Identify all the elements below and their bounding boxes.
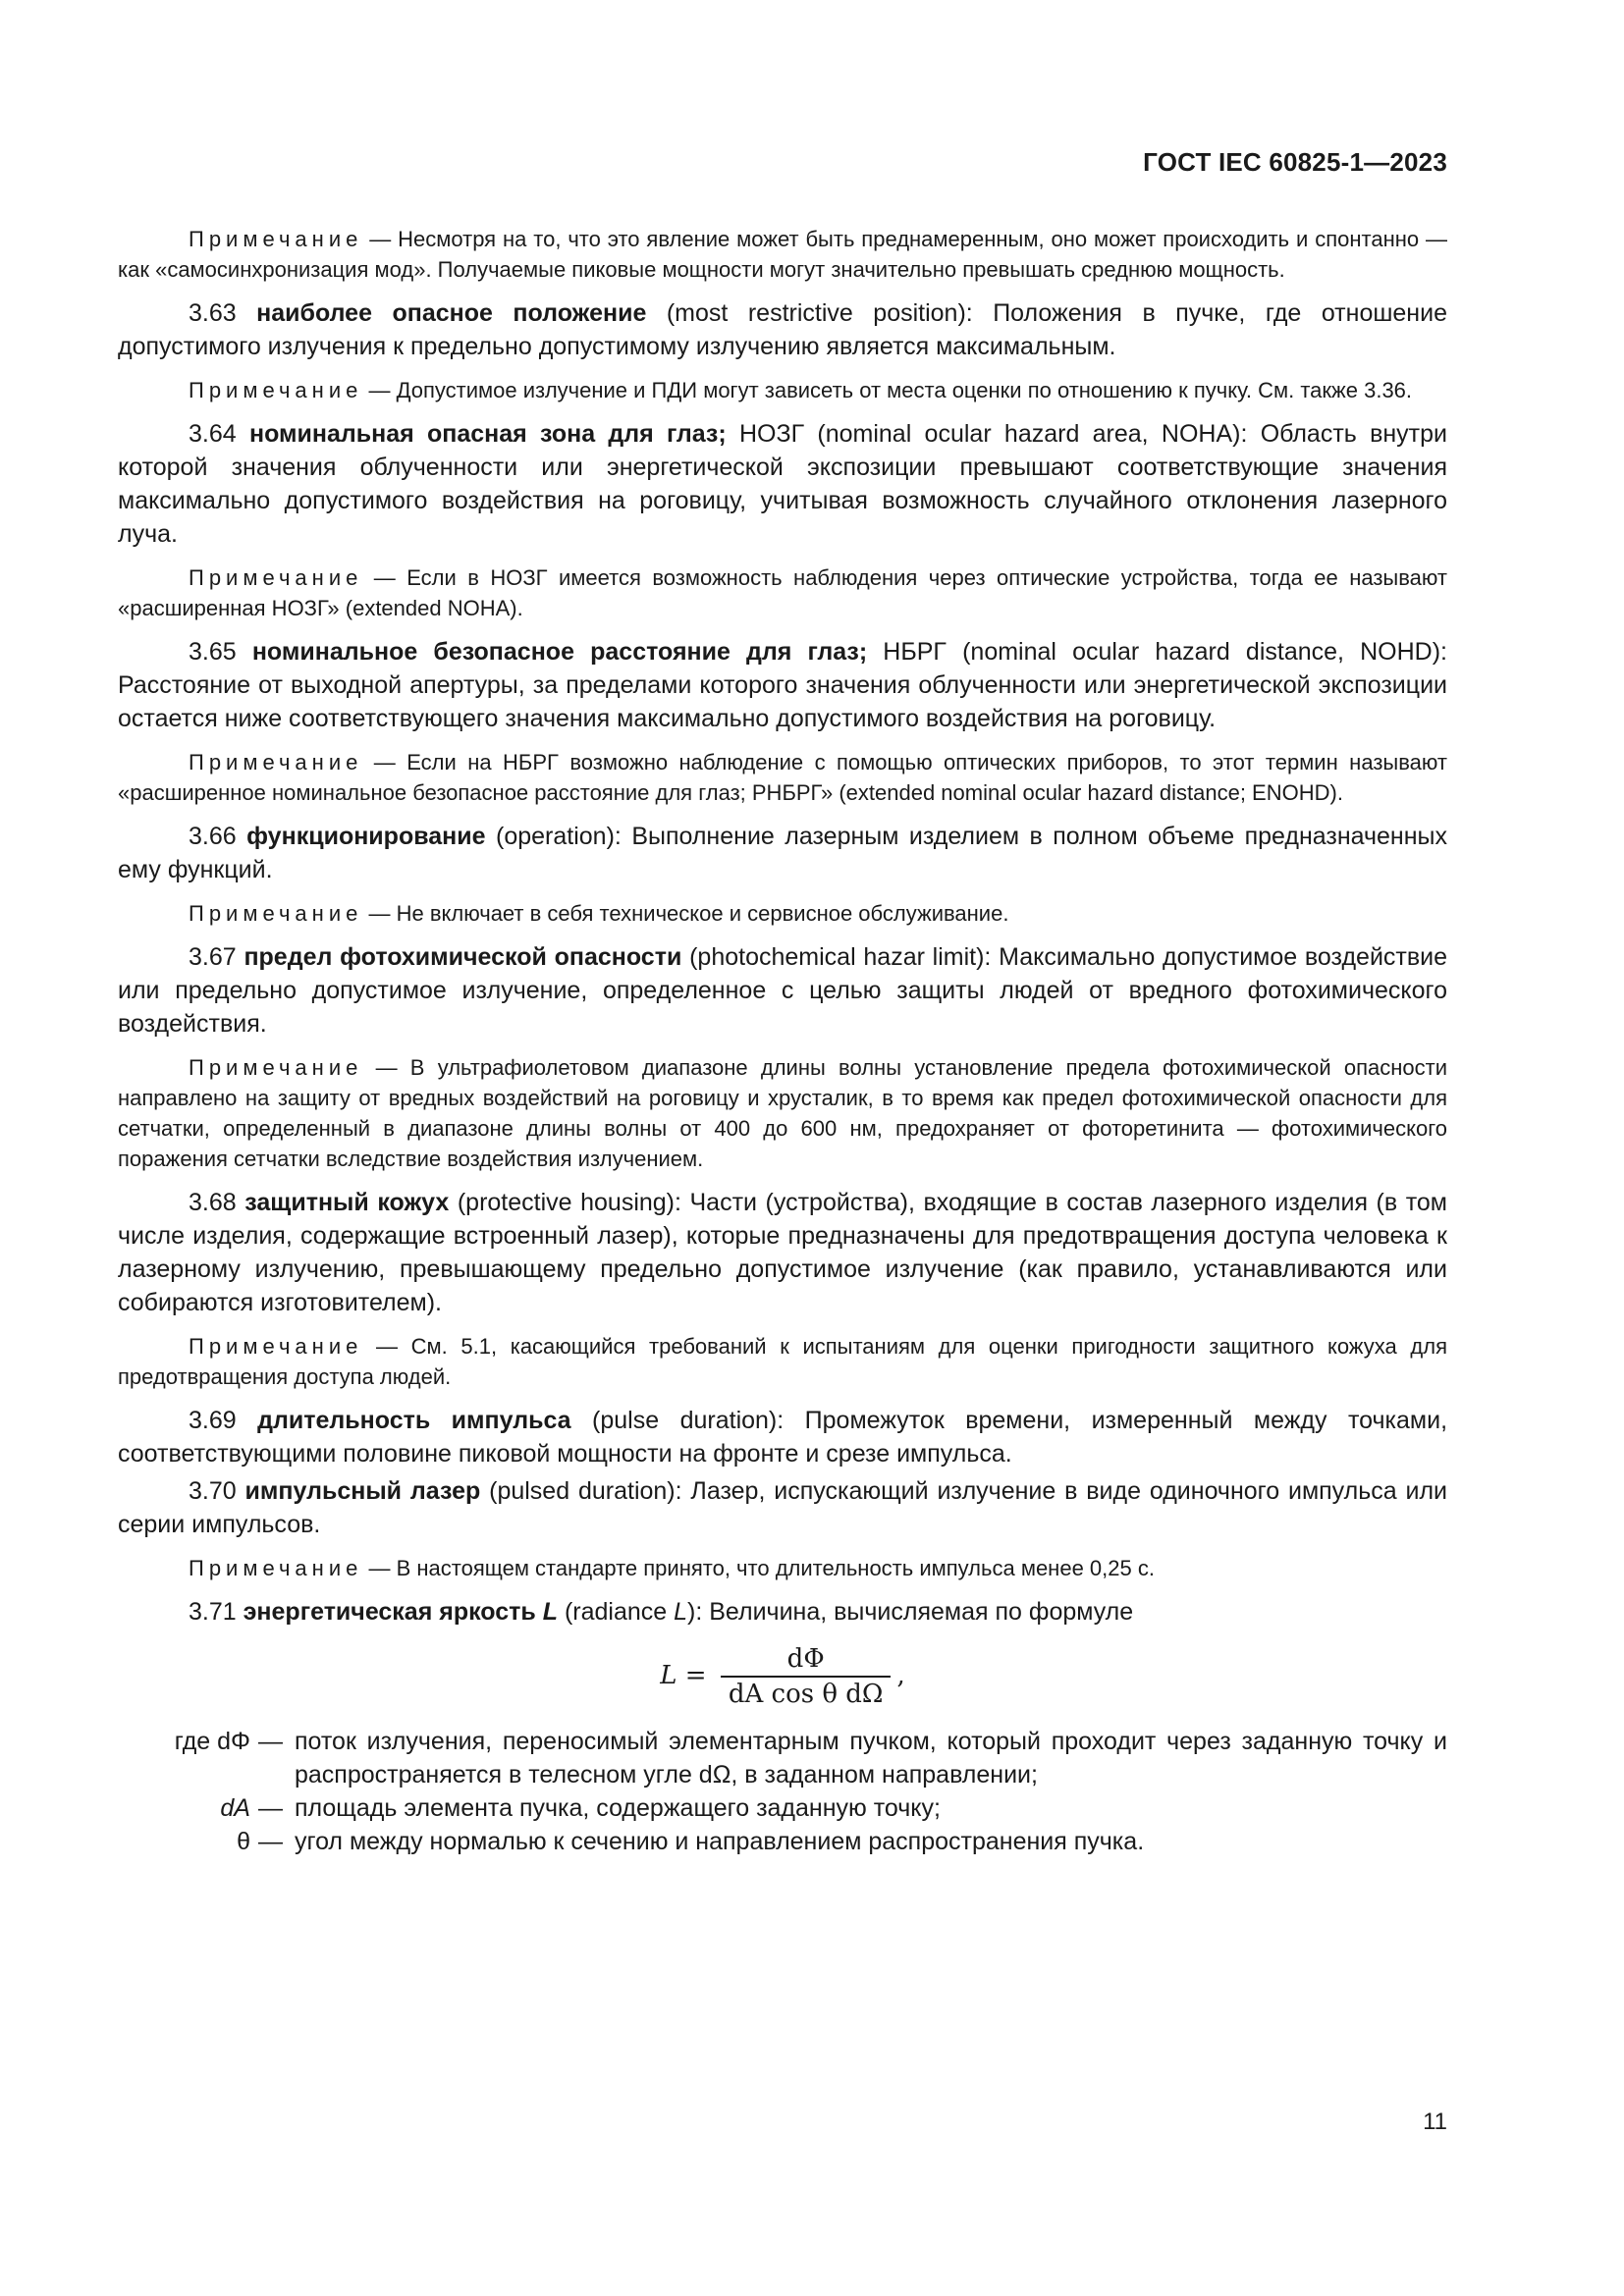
page-number: 11 — [1423, 2109, 1447, 2135]
term-name: предел фотохимической опасности — [244, 943, 682, 971]
term-number: 3.71 — [189, 1598, 237, 1626]
formula-lhs: L = — [660, 1661, 707, 1690]
formula-fraction — [721, 1644, 892, 1709]
term-text: (pulsed duration): Лазер, испускающий излучение в виде одиночного импульса или серии импульсов. — [118, 1477, 1447, 1538]
term-definition — [118, 1474, 1447, 1541]
note-label: Примечание — [189, 227, 363, 251]
note — [118, 747, 1447, 808]
note-label: Примечание — [189, 1055, 363, 1080]
term-number: 3.63 — [189, 299, 237, 327]
term-number: 3.66 — [189, 823, 237, 850]
term-number: 3.67 — [189, 943, 237, 971]
legend-symbol: dA — [220, 1794, 250, 1822]
note-text: — Если в НОЗГ имеется возможность наблюдения через оптические устройства, тогда ее называют «расширенная НОЗГ» (extended NOHA). — [118, 565, 1447, 620]
legend-description: поток излучения, переносимый элементарным пучком, который проходит через заданную точку и распространяется в телесном угле dΩ, в заданном направлении; — [295, 1728, 1447, 1789]
note-text: — Не включает в себя техническое и сервисное обслуживание. — [368, 901, 1009, 926]
note-label: Примечание — [189, 901, 363, 926]
term-definition — [118, 940, 1447, 1041]
note-text: — См. 5.1, касающийся требований к испытаниям для оценки пригодности защитного кожуха для предотвращения доступа людей. — [118, 1334, 1447, 1389]
note — [118, 375, 1447, 405]
legend-dash: — — [258, 1794, 283, 1822]
term-text-symbol: L — [674, 1598, 688, 1626]
term-name: наиболее опасное положение — [256, 299, 647, 327]
legend-description: площадь элемента пучка, содержащего заданную точку; — [295, 1794, 941, 1822]
term-name: защитный кожух — [244, 1189, 450, 1216]
legend-dash: — — [258, 1828, 283, 1855]
legend-dash: — — [258, 1728, 283, 1755]
term-name: энергетическая яркость L — [243, 1598, 558, 1626]
standard-header: ГОСТ IEC 60825-1—2023 — [1143, 147, 1447, 177]
term-name: длительность импульса — [257, 1407, 571, 1434]
legend-row — [118, 1725, 1447, 1791]
term-name: номинальная опасная зона для глаз; — [248, 420, 727, 448]
note-label: Примечание — [189, 1334, 363, 1359]
note-label: Примечание — [189, 750, 363, 774]
term-text: (operation): Выполнение лазерным изделием в полном объеме предназначенных ему функций. — [118, 823, 1448, 883]
note-text: — Несмотря на то, что это явление может быть преднамеренным, оно может происходить и спонтанно — как «самосинхронизация мод». Получаемые пиковые мощности могут значительно превышать среднюю мощность. — [118, 227, 1447, 282]
term-number: 3.65 — [189, 638, 237, 666]
formula-numerator: dΦ — [721, 1644, 892, 1678]
formula-tail: , — [896, 1661, 905, 1690]
term-text: НОЗГ (nominal ocular hazard area, NOHA): Область внутри которой значения облученности или энергетической экспозиции превышают соответствующие значения максимально допустимого воздействия на роговицу, учитывая возможность случайного отклонения лазерного луча. — [118, 420, 1447, 548]
term-text: (most restrictive position): Положения в пучке, где отношение допустимого излучения к предельно допустимому излучению является максимальным. — [118, 299, 1447, 360]
term-text-before: (radiance — [564, 1598, 668, 1626]
term-text-after: ): Величина, вычисляемая по формуле — [687, 1598, 1134, 1626]
term-definition — [118, 296, 1447, 363]
term-definition — [118, 1186, 1447, 1319]
note — [118, 1331, 1447, 1392]
document-body — [118, 224, 1447, 1858]
note-label: Примечание — [189, 565, 363, 590]
note-text: — В ультрафиолетовом диапазоне длины волны установление предела фотохимической опасности направлено на защиту от вредных воздействий на роговицу и хрусталик, в то время как предел фотохимической опасности для сетчатки, определенный в диапазоне длины волны от 400 до 600 нм, предохраняет от фоторетинита — фотохимического поражения сетчатки вследствие воздействия излучением. — [118, 1055, 1447, 1171]
term-name: номинальное безопасное расстояние для глаз; — [251, 638, 868, 666]
term-name: функционирование — [246, 823, 486, 850]
term-number: 3.68 — [189, 1189, 237, 1216]
legend-symbol: θ — [237, 1828, 250, 1855]
note — [118, 1553, 1447, 1583]
note — [118, 898, 1447, 929]
legend-description: угол между нормалью к сечению и направлением распространения пучка. — [295, 1828, 1145, 1855]
note — [118, 1052, 1447, 1174]
term-number: 3.70 — [189, 1477, 237, 1505]
term-definition — [118, 635, 1447, 735]
term-number: 3.69 — [189, 1407, 237, 1434]
term-definition — [118, 1404, 1447, 1470]
term-text: (pulse duration): Промежуток времени, измеренный между точками, соответствующими половине пиковой мощности на фронте и срезе импульса. — [118, 1407, 1448, 1468]
note-text: — Допустимое излучение и ПДИ могут зависеть от места оценки по отношению к пучку. См. также 3.36. — [368, 378, 1413, 402]
note — [118, 562, 1447, 623]
term-definition-radiance — [118, 1595, 1447, 1629]
formula-denominator: dA cos θ dΩ — [728, 1680, 884, 1709]
term-definition — [118, 820, 1447, 886]
term-symbol: L — [542, 1598, 558, 1626]
document-page — [118, 0, 1447, 2296]
note-label: Примечание — [189, 378, 363, 402]
term-number: 3.64 — [189, 420, 237, 448]
term-text: НБРГ (nominal ocular hazard distance, NOHD): Расстояние от выходной апертуры, за пределами которого значения облученности или энергетической экспозиции остается ниже соответствующего значения максимально допустимого воздействия на роговицу. — [118, 638, 1447, 732]
term-name: импульсный лазер — [244, 1477, 481, 1505]
formula-legend — [118, 1725, 1447, 1858]
term-definition — [118, 417, 1447, 551]
note-text: — Если на НБРГ возможно наблюдение с помощью оптических приборов, то этот термин называют «расширенное номинальное безопасное расстояние для глаз; РНБРГ» (extended nominal ocular hazard distance; ENOHD). — [118, 750, 1447, 805]
legend-row — [118, 1791, 1447, 1825]
note-text: — В настоящем стандарте принято, что длительность импульса менее 0,25 с. — [368, 1556, 1155, 1580]
term-text: (photochemical hazar limit): Максимально допустимое воздействие или предельно допустимое излучение, определенное с целью защиты людей от вредного фотохимического воздействия. — [118, 943, 1448, 1038]
note-label: Примечание — [189, 1556, 363, 1580]
legend-row — [118, 1825, 1447, 1858]
legend-symbol: где dΦ — [174, 1728, 250, 1755]
term-text: (protective housing): Части (устройства), входящие в состав лазерного изделия (в том числе изделия, содержащие встроенный лазер), которые предназначены для предотвращения доступа человека к лазерному излучению, превышающему предельно допустимое излучение (как правило, устанавливаются или собираются изготовителем). — [118, 1189, 1447, 1316]
note — [118, 224, 1447, 285]
radiance-formula — [118, 1644, 1447, 1709]
